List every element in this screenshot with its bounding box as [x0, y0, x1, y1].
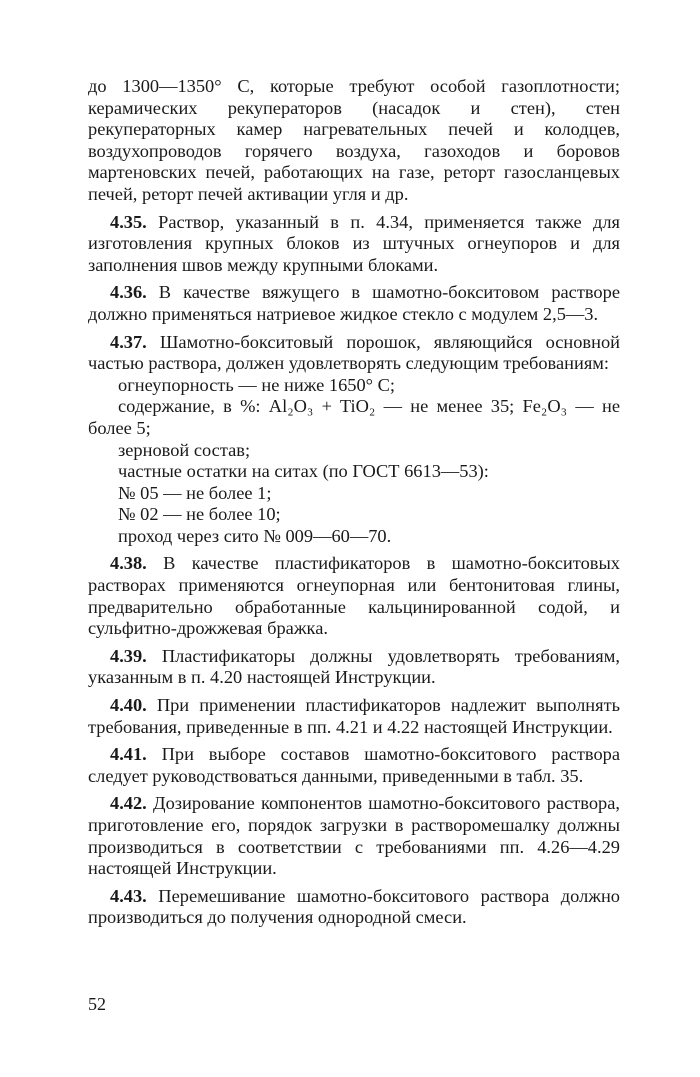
- paragraph-4-40: [88, 695, 620, 738]
- paragraph-4-43: [88, 886, 620, 929]
- clause-number: 4.40.: [110, 695, 147, 716]
- clause-text: Перемешивание шамотно-бокситового раствора должно производиться до получения однородной смеси.: [88, 885, 620, 928]
- clause-number: 4.36.: [110, 282, 147, 303]
- requirement-item: зерновой состав;: [118, 439, 251, 460]
- clause-number: 4.41.: [110, 744, 147, 765]
- paragraph-continuation: до 1300—1350° С, которые требуют особой газоплотности; керамических рекуператоров (насадок и стен), стен рекуператорных камер нагревательных печей и колодцев, воздухопроводов горячего воздуха, газоходов и боровов мартеновских печей, работающих на газе, реторт газосланцевых печей, реторт печей активации угля и др.: [88, 76, 620, 204]
- paragraph-4-38: [88, 553, 620, 639]
- clause-number: 4.39.: [110, 645, 147, 666]
- clause-number: 4.43.: [110, 885, 147, 906]
- clause-text: При выборе составов шамотно-бокситового раствора следует руководствоваться данными, приведенными в табл. 35.: [88, 744, 620, 786]
- clause-text: Шамотно-бокситовый порошок, являющийся основной частью раствора, должен удовлетворять следующим требованиям:: [88, 331, 620, 374]
- body-text: [88, 76, 620, 929]
- requirement-item: № 02 — не более 10;: [118, 504, 281, 525]
- clause-text: При применении пластификаторов надлежит выполнять требования, приведенные в пп. 4.21 и 4.22 настоящей Инструкции.: [88, 695, 620, 737]
- clause-text: В качестве пластификаторов в шамотно-бокситовых растворах применяются огнеупорная или бентонитовая глины, предварительно обработанные кальцинированной содой, и сульфитно-дрожжевая бражка.: [88, 553, 620, 639]
- requirement-item: содержание, в %: Al₂O₃ + TiO₂ — не менее 35; Fe₂O₃ — не более 5;: [88, 396, 620, 438]
- clause-text: Дозирование компонентов шамотно-бокситового раствора, приготовление его, порядок загрузки в растворомешалку должны производиться в соответствии с требованиями пп. 4.26—4.29 настоящей Инструкции.: [88, 793, 620, 879]
- requirement-item: частные остатки на ситах (по ГОСТ 6613—53):: [118, 461, 489, 482]
- clause-number: 4.42.: [110, 793, 147, 814]
- paragraph-4-39: [88, 646, 620, 689]
- paragraph-4-41: [88, 744, 620, 787]
- paragraph-4-36: [88, 282, 620, 325]
- requirement-item: огнеупорность — не ниже 1650° С;: [118, 374, 395, 395]
- paragraph-4-42: [88, 793, 620, 879]
- clause-text: Раствор, указанный в п. 4.34, применяется также для изготовления крупных блоков из штучных огнеупоров и для заполнения швов между крупными блоками.: [88, 211, 620, 275]
- clause-number: 4.35.: [110, 211, 147, 232]
- clause-text: Пластификаторы должны удовлетворять требованиям, указанным в п. 4.20 настоящей Инструкции.: [88, 645, 620, 688]
- paragraph-4-35: [88, 212, 620, 277]
- page-number: 52: [88, 994, 106, 1014]
- paragraph-4-37: [88, 332, 620, 375]
- requirement-item: № 05 — не более 1;: [118, 482, 272, 503]
- requirement-item: проход через сито № 009—60—70.: [118, 525, 392, 546]
- clause-number: 4.37.: [110, 331, 147, 352]
- clause-number: 4.38.: [110, 553, 147, 574]
- clause-text: В качестве вяжущего в шамотно-бокситовом растворе должно применяться натриевое жидкое стекло с модулем 2,5—3.: [88, 282, 620, 324]
